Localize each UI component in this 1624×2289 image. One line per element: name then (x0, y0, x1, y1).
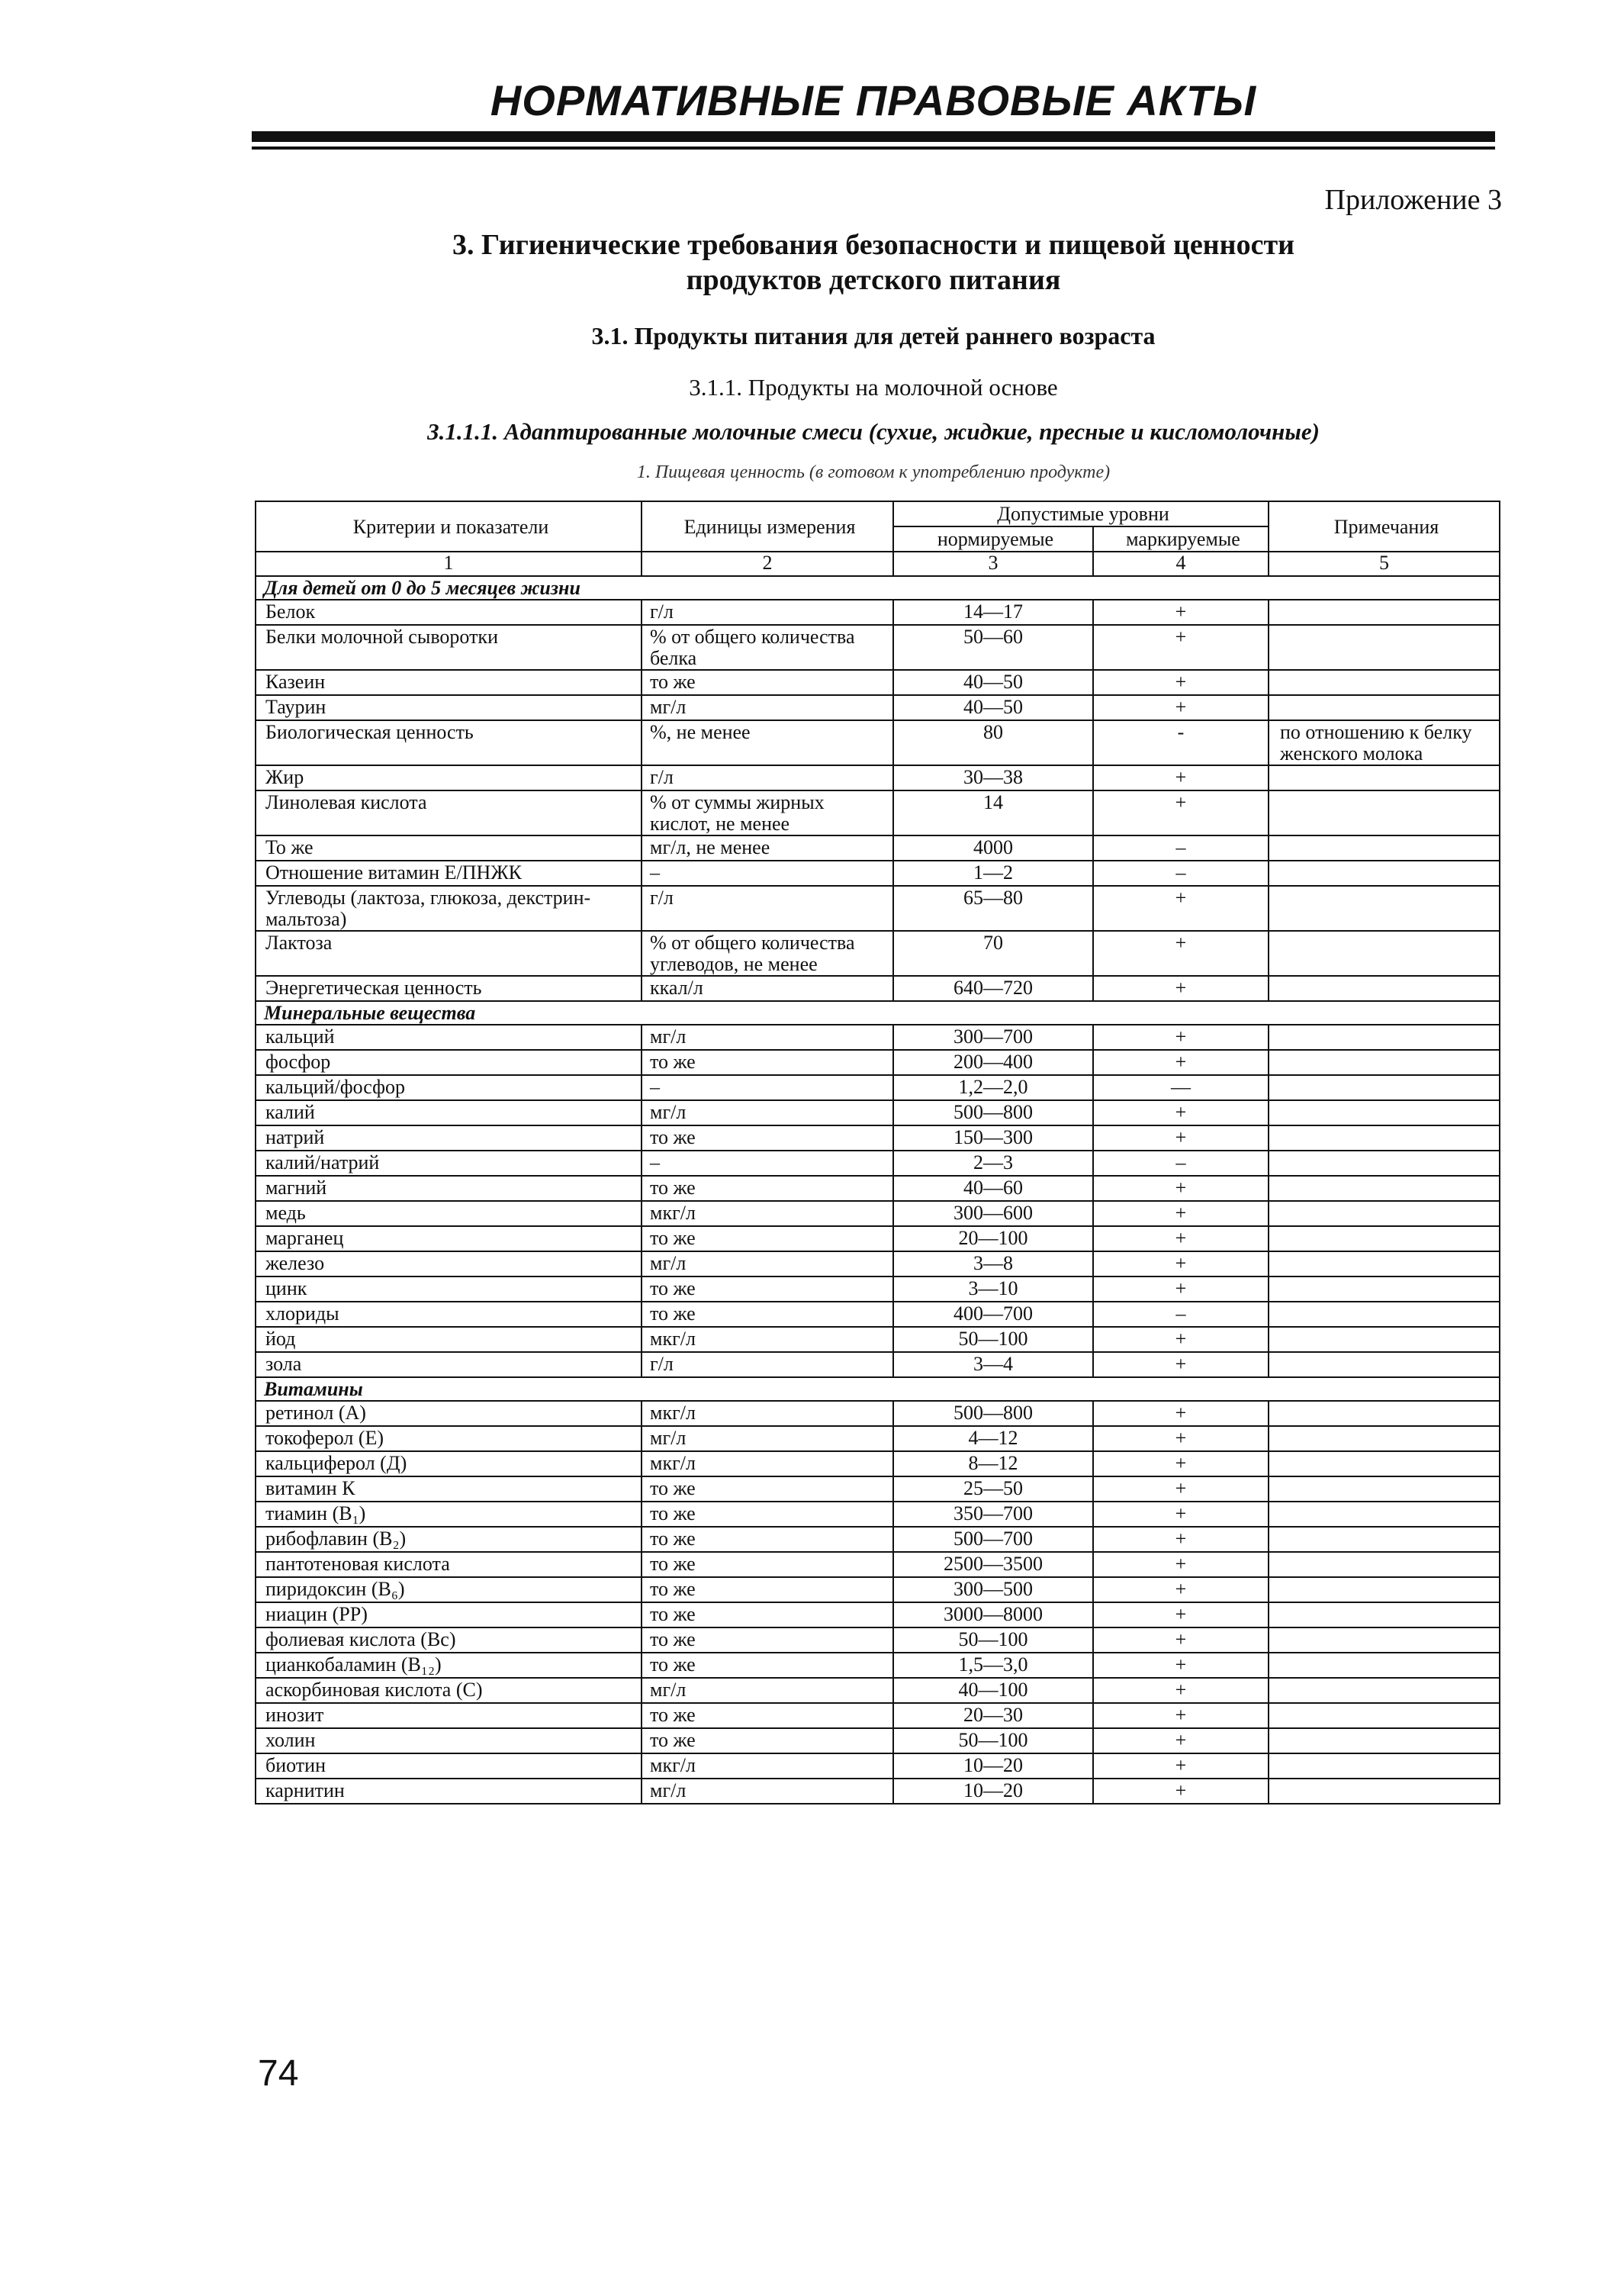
cell-note (1269, 835, 1500, 861)
table-row (256, 931, 1500, 976)
cell-note (1269, 1025, 1500, 1050)
cell-note (1269, 1302, 1500, 1327)
cell-normalized: 3—8 (893, 1251, 1093, 1276)
cell-labeled: + (1093, 1451, 1269, 1476)
cell-unit: г/л (642, 765, 893, 790)
cell-unit: то же (642, 1728, 893, 1753)
cell-criterion: инозит (256, 1703, 642, 1728)
table-row (256, 1226, 1500, 1251)
cell-labeled: – (1093, 835, 1269, 861)
cell-unit: % от общего количества углеводов, не менее (642, 931, 893, 976)
cell-normalized: 8—12 (893, 1451, 1093, 1476)
cell-labeled: + (1093, 1327, 1269, 1352)
table-row (256, 1302, 1500, 1327)
cell-unit: то же (642, 1226, 893, 1251)
cell-note (1269, 931, 1500, 976)
table-row (256, 1476, 1500, 1502)
cell-labeled: – (1093, 1302, 1269, 1327)
section-label: Витамины (256, 1377, 1500, 1401)
cell-unit: ккал/л (642, 976, 893, 1001)
cell-criterion: пантотеновая кислота (256, 1552, 642, 1577)
cell-criterion: Казеин (256, 670, 642, 695)
cell-note (1269, 886, 1500, 931)
table-body (256, 552, 1500, 1804)
cell-labeled: + (1093, 1779, 1269, 1804)
table-row (256, 1426, 1500, 1451)
cell-note (1269, 1276, 1500, 1302)
cell-unit: мг/л (642, 1678, 893, 1703)
cell-labeled: + (1093, 931, 1269, 976)
table-caption: 1. Пищевая ценность (в готовом к употреблению продукте) (636, 462, 1111, 482)
cell-unit: то же (642, 670, 893, 695)
cell-note (1269, 1075, 1500, 1100)
cell-note (1269, 600, 1500, 625)
table-row (256, 1577, 1500, 1602)
cell-unit: мг/л (642, 695, 893, 720)
table-row (256, 1552, 1500, 1577)
header-normalized: нормируемые (893, 526, 1093, 552)
cell-criterion: Биологическая ценность (256, 720, 642, 765)
cell-labeled: + (1093, 1176, 1269, 1201)
document-title-line1: 3. Гигиенические требования безопасности и пищевой ценности (452, 229, 1295, 261)
table-row (256, 1728, 1500, 1753)
cell-criterion: аскорбиновая кислота (С) (256, 1678, 642, 1703)
table-row (256, 1527, 1500, 1552)
section-row-infants (256, 576, 1500, 600)
cell-criterion: пиридоксин (B₆) (256, 1577, 642, 1602)
cell-criterion: йод (256, 1327, 642, 1352)
cell-labeled: + (1093, 1025, 1269, 1050)
cell-unit: то же (642, 1502, 893, 1527)
cell-unit: г/л (642, 886, 893, 931)
cell-note (1269, 1678, 1500, 1703)
cell-unit: % от суммы жирных кислот, не менее (642, 790, 893, 835)
cell-normalized: 4—12 (893, 1426, 1093, 1451)
cell-criterion: фолиевая кислота (Вс) (256, 1627, 642, 1653)
table-row (256, 1251, 1500, 1276)
cell-normalized: 200—400 (893, 1050, 1093, 1075)
cell-note (1269, 670, 1500, 695)
table-row (256, 1276, 1500, 1302)
cell-note (1269, 1050, 1500, 1075)
cell-unit: мкг/л (642, 1327, 893, 1352)
table-row (256, 600, 1500, 625)
cell-note (1269, 1201, 1500, 1226)
cell-criterion: фосфор (256, 1050, 642, 1075)
table-row (256, 1176, 1500, 1201)
cell-criterion: ниацин (РР) (256, 1602, 642, 1627)
cell-normalized: 3000—8000 (893, 1602, 1093, 1627)
cell-criterion: зола (256, 1352, 642, 1377)
cell-normalized: 70 (893, 931, 1093, 976)
cell-criterion: токоферол (Е) (256, 1426, 642, 1451)
cell-labeled: – (1093, 861, 1269, 886)
cell-note (1269, 695, 1500, 720)
cell-normalized: 3—10 (893, 1276, 1093, 1302)
table-row (256, 1703, 1500, 1728)
cell-normalized: 2—3 (893, 1151, 1093, 1176)
table-row (256, 625, 1500, 670)
cell-normalized: 14—17 (893, 600, 1093, 625)
table-row (256, 765, 1500, 790)
cell-labeled: + (1093, 1728, 1269, 1753)
cell-note (1269, 1151, 1500, 1176)
cell-criterion: Отношение витамин Е/ПНЖК (256, 861, 642, 886)
cell-normalized: 500—800 (893, 1100, 1093, 1125)
cell-unit: мкг/л (642, 1401, 893, 1426)
cell-criterion: железо (256, 1251, 642, 1276)
cell-normalized: 14 (893, 790, 1093, 835)
cell-normalized: 50—60 (893, 625, 1093, 670)
cell-labeled: + (1093, 600, 1269, 625)
cell-note (1269, 1226, 1500, 1251)
cell-note (1269, 1125, 1500, 1151)
cell-labeled: + (1093, 1577, 1269, 1602)
cell-labeled: + (1093, 695, 1269, 720)
cell-labeled: + (1093, 1476, 1269, 1502)
cell-note (1269, 1502, 1500, 1527)
cell-labeled: + (1093, 1552, 1269, 1577)
header-rule (252, 131, 1495, 142)
cell-criterion: То же (256, 835, 642, 861)
table-row (256, 720, 1500, 765)
cell-unit: то же (642, 1302, 893, 1327)
column-number-row (256, 552, 1500, 576)
header-levels: Допустимые уровни (893, 501, 1269, 526)
cell-unit: мг/л (642, 1426, 893, 1451)
table-row (256, 886, 1500, 931)
appendix-label: Приложение 3 (1324, 184, 1502, 216)
cell-criterion: кальций (256, 1025, 642, 1050)
cell-labeled: + (1093, 1703, 1269, 1728)
cell-note (1269, 765, 1500, 790)
cell-note (1269, 1451, 1500, 1476)
cell-note (1269, 790, 1500, 835)
cell-normalized: 10—20 (893, 1753, 1093, 1779)
cell-note (1269, 1401, 1500, 1426)
cell-note: по отношению к белку женского молока (1269, 720, 1500, 765)
cell-normalized: 3—4 (893, 1352, 1093, 1377)
table-row (256, 1502, 1500, 1527)
cell-normalized: 40—50 (893, 695, 1093, 720)
cell-criterion: Линолевая кислота (256, 790, 642, 835)
cell-normalized: 20—30 (893, 1703, 1093, 1728)
cell-criterion: Таурин (256, 695, 642, 720)
cell-criterion: Лактоза (256, 931, 642, 976)
table-row (256, 1327, 1500, 1352)
cell-criterion: рибофлавин (B₂) (256, 1527, 642, 1552)
cell-normalized: 300—600 (893, 1201, 1093, 1226)
cell-unit: % от общего количества белка (642, 625, 893, 670)
cell-normalized: 500—800 (893, 1401, 1093, 1426)
cell-unit: то же (642, 1602, 893, 1627)
cell-labeled: + (1093, 1502, 1269, 1527)
cell-normalized: 50—100 (893, 1728, 1093, 1753)
cell-note (1269, 1476, 1500, 1502)
cell-unit: – (642, 1075, 893, 1100)
cell-labeled: + (1093, 1753, 1269, 1779)
cell-unit: мкг/л (642, 1753, 893, 1779)
cell-note (1269, 1527, 1500, 1552)
cell-labeled: + (1093, 1352, 1269, 1377)
cell-normalized: 20—100 (893, 1226, 1093, 1251)
table-row (256, 1352, 1500, 1377)
cell-normalized: 10—20 (893, 1779, 1093, 1804)
table-row (256, 1201, 1500, 1226)
nutrition-table (255, 501, 1500, 1804)
cell-note (1269, 1100, 1500, 1125)
cell-normalized: 1,5—3,0 (893, 1653, 1093, 1678)
cell-normalized: 350—700 (893, 1502, 1093, 1527)
cell-normalized: 4000 (893, 835, 1093, 861)
cell-unit: %, не менее (642, 720, 893, 765)
cell-note (1269, 1552, 1500, 1577)
cell-unit: мг/л (642, 1025, 893, 1050)
table-row (256, 790, 1500, 835)
cell-normalized: 40—100 (893, 1678, 1093, 1703)
cell-note (1269, 625, 1500, 670)
cell-unit: мг/л (642, 1100, 893, 1125)
column-number: 1 (256, 552, 642, 576)
cell-normalized: 30—38 (893, 765, 1093, 790)
cell-unit: то же (642, 1552, 893, 1577)
cell-labeled: + (1093, 1125, 1269, 1151)
cell-criterion: хлориды (256, 1302, 642, 1327)
cell-criterion: Энергетическая ценность (256, 976, 642, 1001)
cell-criterion: карнитин (256, 1779, 642, 1804)
cell-note (1269, 861, 1500, 886)
cell-labeled: + (1093, 1678, 1269, 1703)
cell-criterion: Углеводы (лактоза, глюкоза, декстрин-мальтоза) (256, 886, 642, 931)
table-row (256, 1151, 1500, 1176)
cell-labeled: + (1093, 1627, 1269, 1653)
cell-criterion: тиамин (B₁) (256, 1502, 642, 1527)
cell-criterion: медь (256, 1201, 642, 1226)
table-row (256, 1678, 1500, 1703)
cell-unit: – (642, 861, 893, 886)
document-title (252, 227, 1495, 298)
cell-criterion: биотин (256, 1753, 642, 1779)
cell-normalized: 1—2 (893, 861, 1093, 886)
cell-labeled: + (1093, 976, 1269, 1001)
cell-criterion: натрий (256, 1125, 642, 1151)
cell-criterion: марганец (256, 1226, 642, 1251)
cell-unit: мг/л, не менее (642, 835, 893, 861)
cell-note (1269, 976, 1500, 1001)
table-row (256, 835, 1500, 861)
cell-criterion: кальций/фосфор (256, 1075, 642, 1100)
cell-unit: то же (642, 1050, 893, 1075)
cell-labeled: + (1093, 1527, 1269, 1552)
cell-criterion: холин (256, 1728, 642, 1753)
table-row (256, 1451, 1500, 1476)
table-row (256, 1075, 1500, 1100)
cell-criterion: витамин К (256, 1476, 642, 1502)
cell-normalized: 50—100 (893, 1327, 1093, 1352)
column-number: 4 (1093, 552, 1269, 576)
cell-unit: то же (642, 1527, 893, 1552)
cell-note (1269, 1426, 1500, 1451)
cell-labeled: + (1093, 1201, 1269, 1226)
table-row (256, 1125, 1500, 1151)
cell-labeled: + (1093, 790, 1269, 835)
cell-note (1269, 1627, 1500, 1653)
cell-note (1269, 1779, 1500, 1804)
cell-labeled: + (1093, 1653, 1269, 1678)
cell-labeled: + (1093, 670, 1269, 695)
table-row (256, 861, 1500, 886)
cell-normalized: 400—700 (893, 1302, 1093, 1327)
cell-labeled: + (1093, 1100, 1269, 1125)
cell-labeled: — (1093, 1075, 1269, 1100)
cell-normalized: 40—50 (893, 670, 1093, 695)
cell-labeled: + (1093, 1226, 1269, 1251)
header-labeled: маркируемые (1093, 526, 1269, 552)
table-row (256, 1779, 1500, 1804)
cell-unit: – (642, 1151, 893, 1176)
table-row (256, 1653, 1500, 1678)
cell-labeled: + (1093, 1602, 1269, 1627)
cell-unit: то же (642, 1703, 893, 1728)
cell-note (1269, 1352, 1500, 1377)
section-heading-3-1-1: 3.1.1. Продукты на молочной основе (689, 374, 1058, 401)
cell-normalized: 640—720 (893, 976, 1093, 1001)
cell-normalized: 40—60 (893, 1176, 1093, 1201)
table-row (256, 1050, 1500, 1075)
column-number: 3 (893, 552, 1093, 576)
cell-unit: то же (642, 1627, 893, 1653)
section-heading-3-1-1-1: 3.1.1.1. Адаптированные молочные смеси (сухие, жидкие, пресные и кисломолочные) (427, 418, 1320, 445)
cell-normalized: 25—50 (893, 1476, 1093, 1502)
cell-labeled: – (1093, 1151, 1269, 1176)
table-row (256, 670, 1500, 695)
table-row (256, 1401, 1500, 1426)
cell-labeled: + (1093, 1050, 1269, 1075)
cell-unit: то же (642, 1176, 893, 1201)
cell-labeled: + (1093, 886, 1269, 931)
cell-note (1269, 1653, 1500, 1678)
cell-labeled: + (1093, 1276, 1269, 1302)
cell-unit: то же (642, 1577, 893, 1602)
section-row-vitamins (256, 1377, 1500, 1401)
cell-normalized: 2500—3500 (893, 1552, 1093, 1577)
header-units: Единицы измерения (642, 501, 893, 552)
column-number: 2 (642, 552, 893, 576)
section-label: Для детей от 0 до 5 месяцев жизни (256, 576, 1500, 600)
table-row (256, 1100, 1500, 1125)
cell-normalized: 80 (893, 720, 1093, 765)
cell-normalized: 1,2—2,0 (893, 1075, 1093, 1100)
cell-criterion: цинк (256, 1276, 642, 1302)
cell-labeled: + (1093, 1426, 1269, 1451)
cell-note (1269, 1703, 1500, 1728)
cell-unit: мг/л (642, 1251, 893, 1276)
header-notes: Примечания (1269, 501, 1500, 552)
cell-note (1269, 1577, 1500, 1602)
section-row-minerals (256, 1001, 1500, 1025)
running-title: НОРМАТИВНЫЕ ПРАВОВЫЕ АКТЫ (490, 76, 1257, 124)
cell-labeled: + (1093, 1401, 1269, 1426)
column-number: 5 (1269, 552, 1500, 576)
cell-criterion: калий (256, 1100, 642, 1125)
cell-criterion: Белки молочной сыворотки (256, 625, 642, 670)
cell-unit: то же (642, 1653, 893, 1678)
table-row (256, 1753, 1500, 1779)
cell-criterion: ретинол (А) (256, 1401, 642, 1426)
cell-note (1269, 1602, 1500, 1627)
header-criteria: Критерии и показатели (256, 501, 642, 552)
cell-labeled: + (1093, 1251, 1269, 1276)
cell-note (1269, 1251, 1500, 1276)
cell-criterion: кальциферол (Д) (256, 1451, 642, 1476)
cell-unit: то же (642, 1476, 893, 1502)
cell-criterion: Жир (256, 765, 642, 790)
cell-normalized: 300—500 (893, 1577, 1093, 1602)
cell-unit: г/л (642, 1352, 893, 1377)
cell-labeled: + (1093, 625, 1269, 670)
cell-note (1269, 1327, 1500, 1352)
cell-unit: мкг/л (642, 1451, 893, 1476)
cell-normalized: 300—700 (893, 1025, 1093, 1050)
cell-note (1269, 1728, 1500, 1753)
section-heading-3-1: 3.1. Продукты питания для детей раннего возраста (591, 322, 1156, 349)
cell-criterion: калий/натрий (256, 1151, 642, 1176)
table-row (256, 1602, 1500, 1627)
table-row (256, 1627, 1500, 1653)
cell-criterion: цианкобаламин (B₁₂) (256, 1653, 642, 1678)
cell-labeled: - (1093, 720, 1269, 765)
cell-note (1269, 1753, 1500, 1779)
cell-labeled: + (1093, 765, 1269, 790)
cell-unit: то же (642, 1276, 893, 1302)
table-row (256, 1025, 1500, 1050)
table-row (256, 695, 1500, 720)
cell-note (1269, 1176, 1500, 1201)
cell-unit: мг/л (642, 1779, 893, 1804)
cell-criterion: магний (256, 1176, 642, 1201)
cell-unit: г/л (642, 600, 893, 625)
section-label: Минеральные вещества (256, 1001, 1500, 1025)
cell-unit: то же (642, 1125, 893, 1151)
cell-normalized: 65—80 (893, 886, 1093, 931)
cell-criterion: Белок (256, 600, 642, 625)
document-title-line2: продуктов детского питания (686, 264, 1061, 296)
table-row (256, 976, 1500, 1001)
cell-normalized: 500—700 (893, 1527, 1093, 1552)
cell-normalized: 150—300 (893, 1125, 1093, 1151)
cell-normalized: 50—100 (893, 1627, 1093, 1653)
cell-unit: мкг/л (642, 1201, 893, 1226)
page-number: 74 (258, 2053, 299, 2094)
